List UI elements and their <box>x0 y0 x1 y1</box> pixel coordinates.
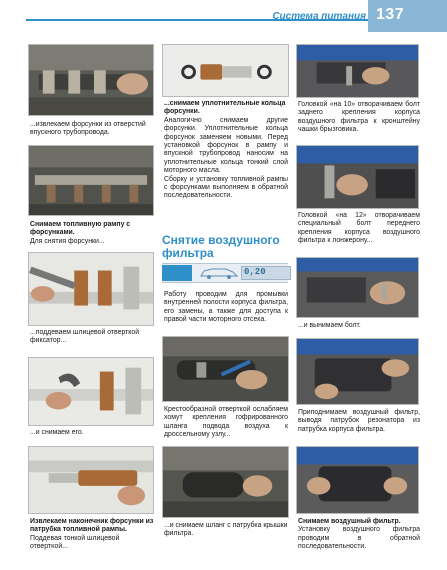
photo-hose-clamp <box>162 336 289 402</box>
caption-c3-4 <box>298 409 420 434</box>
caption-c2-2-text: Крестообразной отверткой ослабляем хомут крепления гофрированного шланга подвода воздуха к дроссельному узлу... <box>164 406 288 439</box>
caption-c3-1-text: Головкой «на 10» отворачиваем болт заднего крепления корпуса воздушного фильтра к кронштейну чашки брызговика. <box>298 101 420 134</box>
caption-c2-1 <box>164 100 288 201</box>
caption-c2-2 <box>164 406 288 440</box>
caption-c2-1-lead: ...снимаем уплотнительные кольца форсунки. <box>164 100 286 116</box>
caption-c1-2-lead: Снимаем топливную рампу с форсунками. <box>30 221 131 237</box>
photo-front-bolt <box>296 145 419 209</box>
caption-c2-1-rest: Аналогично снимаем другие форсунки. Уплотнительные кольца форсунок заменяем новыми. Перед установкой форсунок в рампу и впускной трубопровод наносим на уплотнительные кольца тонкий слой моторного масла. <box>164 116 288 175</box>
caption-c1-2 <box>30 221 154 246</box>
caption-c2-intro <box>164 291 288 325</box>
photo-injectors-removed <box>28 44 154 116</box>
car-icon <box>198 266 240 280</box>
caption-c2-intro-text: Работу проводим для промывки внутренней полости корпуса фильтра, его замены, а также для доступа к правой части моторного отсека. <box>164 291 288 324</box>
section-heading: Снятие воздушного фильтра <box>162 233 280 260</box>
caption-c1-4: ...и снимаем его. <box>30 429 84 436</box>
section-title: Система питания <box>272 11 366 22</box>
photo-o-rings <box>162 44 289 97</box>
caption-c1-5-rest: Поддевая тонкой шлицевой отвертκой... <box>30 534 120 551</box>
photo-bolt-out <box>296 257 419 318</box>
photo-hose-removed <box>162 446 289 518</box>
caption-c3-5-lead: Снимаем воздушный фильтр. <box>298 518 401 525</box>
caption-c3-2-text: Головкой «на 12» отворачиваем специальный болт переднего крепления корпуса воздушного фильтра к лонжерону... <box>298 212 420 245</box>
caption-c1-5-lead: Извлекаем наконечник форсунки из патрубка топливной рампы. <box>30 518 154 534</box>
section-accent-bar <box>162 265 192 281</box>
caption-c1-2-rest: Для снятия форсунки... <box>30 237 105 245</box>
caption-c2-1-rest2: Сборку и установку топливной рампы с форсунками выполняем в обратной последовательности. <box>164 175 288 200</box>
caption-c3-2 <box>298 212 420 246</box>
caption-c3-3: ...и вынимаем болт. <box>298 322 361 329</box>
caption-c3-5 <box>298 518 420 552</box>
photo-screwdriver-clip <box>28 252 154 326</box>
photo-clip-removed <box>28 357 154 426</box>
photo-rear-bolt <box>296 44 419 98</box>
caption-c1-1: ...извлекаем форсунки из отверстий впускного трубопровода. <box>30 121 146 137</box>
photo-fuel-rail <box>28 145 154 216</box>
time-value: 0,20 <box>244 267 266 277</box>
caption-c1-5 <box>30 518 154 552</box>
caption-c2-3: ...и снимаем шланг с патрубка крышки фильтра. <box>164 522 288 538</box>
caption-c1-3: ...поддеваем шлицевой отверткой фиксатор... <box>30 329 140 345</box>
photo-filter-removed <box>296 446 419 514</box>
photo-injector-tip <box>28 446 154 514</box>
page-number: 137 <box>376 6 405 23</box>
caption-c3-5-rest: Установку воздушного фильтра проводим в обратной последовательности. <box>298 526 420 551</box>
photo-lift-filter <box>296 338 419 405</box>
caption-c3-1 <box>298 101 420 135</box>
caption-c3-4-text: Приподнимаем воздушный фильтр, выводя патрубок резонатора из патрубка корпуса фильтра. <box>298 409 420 433</box>
